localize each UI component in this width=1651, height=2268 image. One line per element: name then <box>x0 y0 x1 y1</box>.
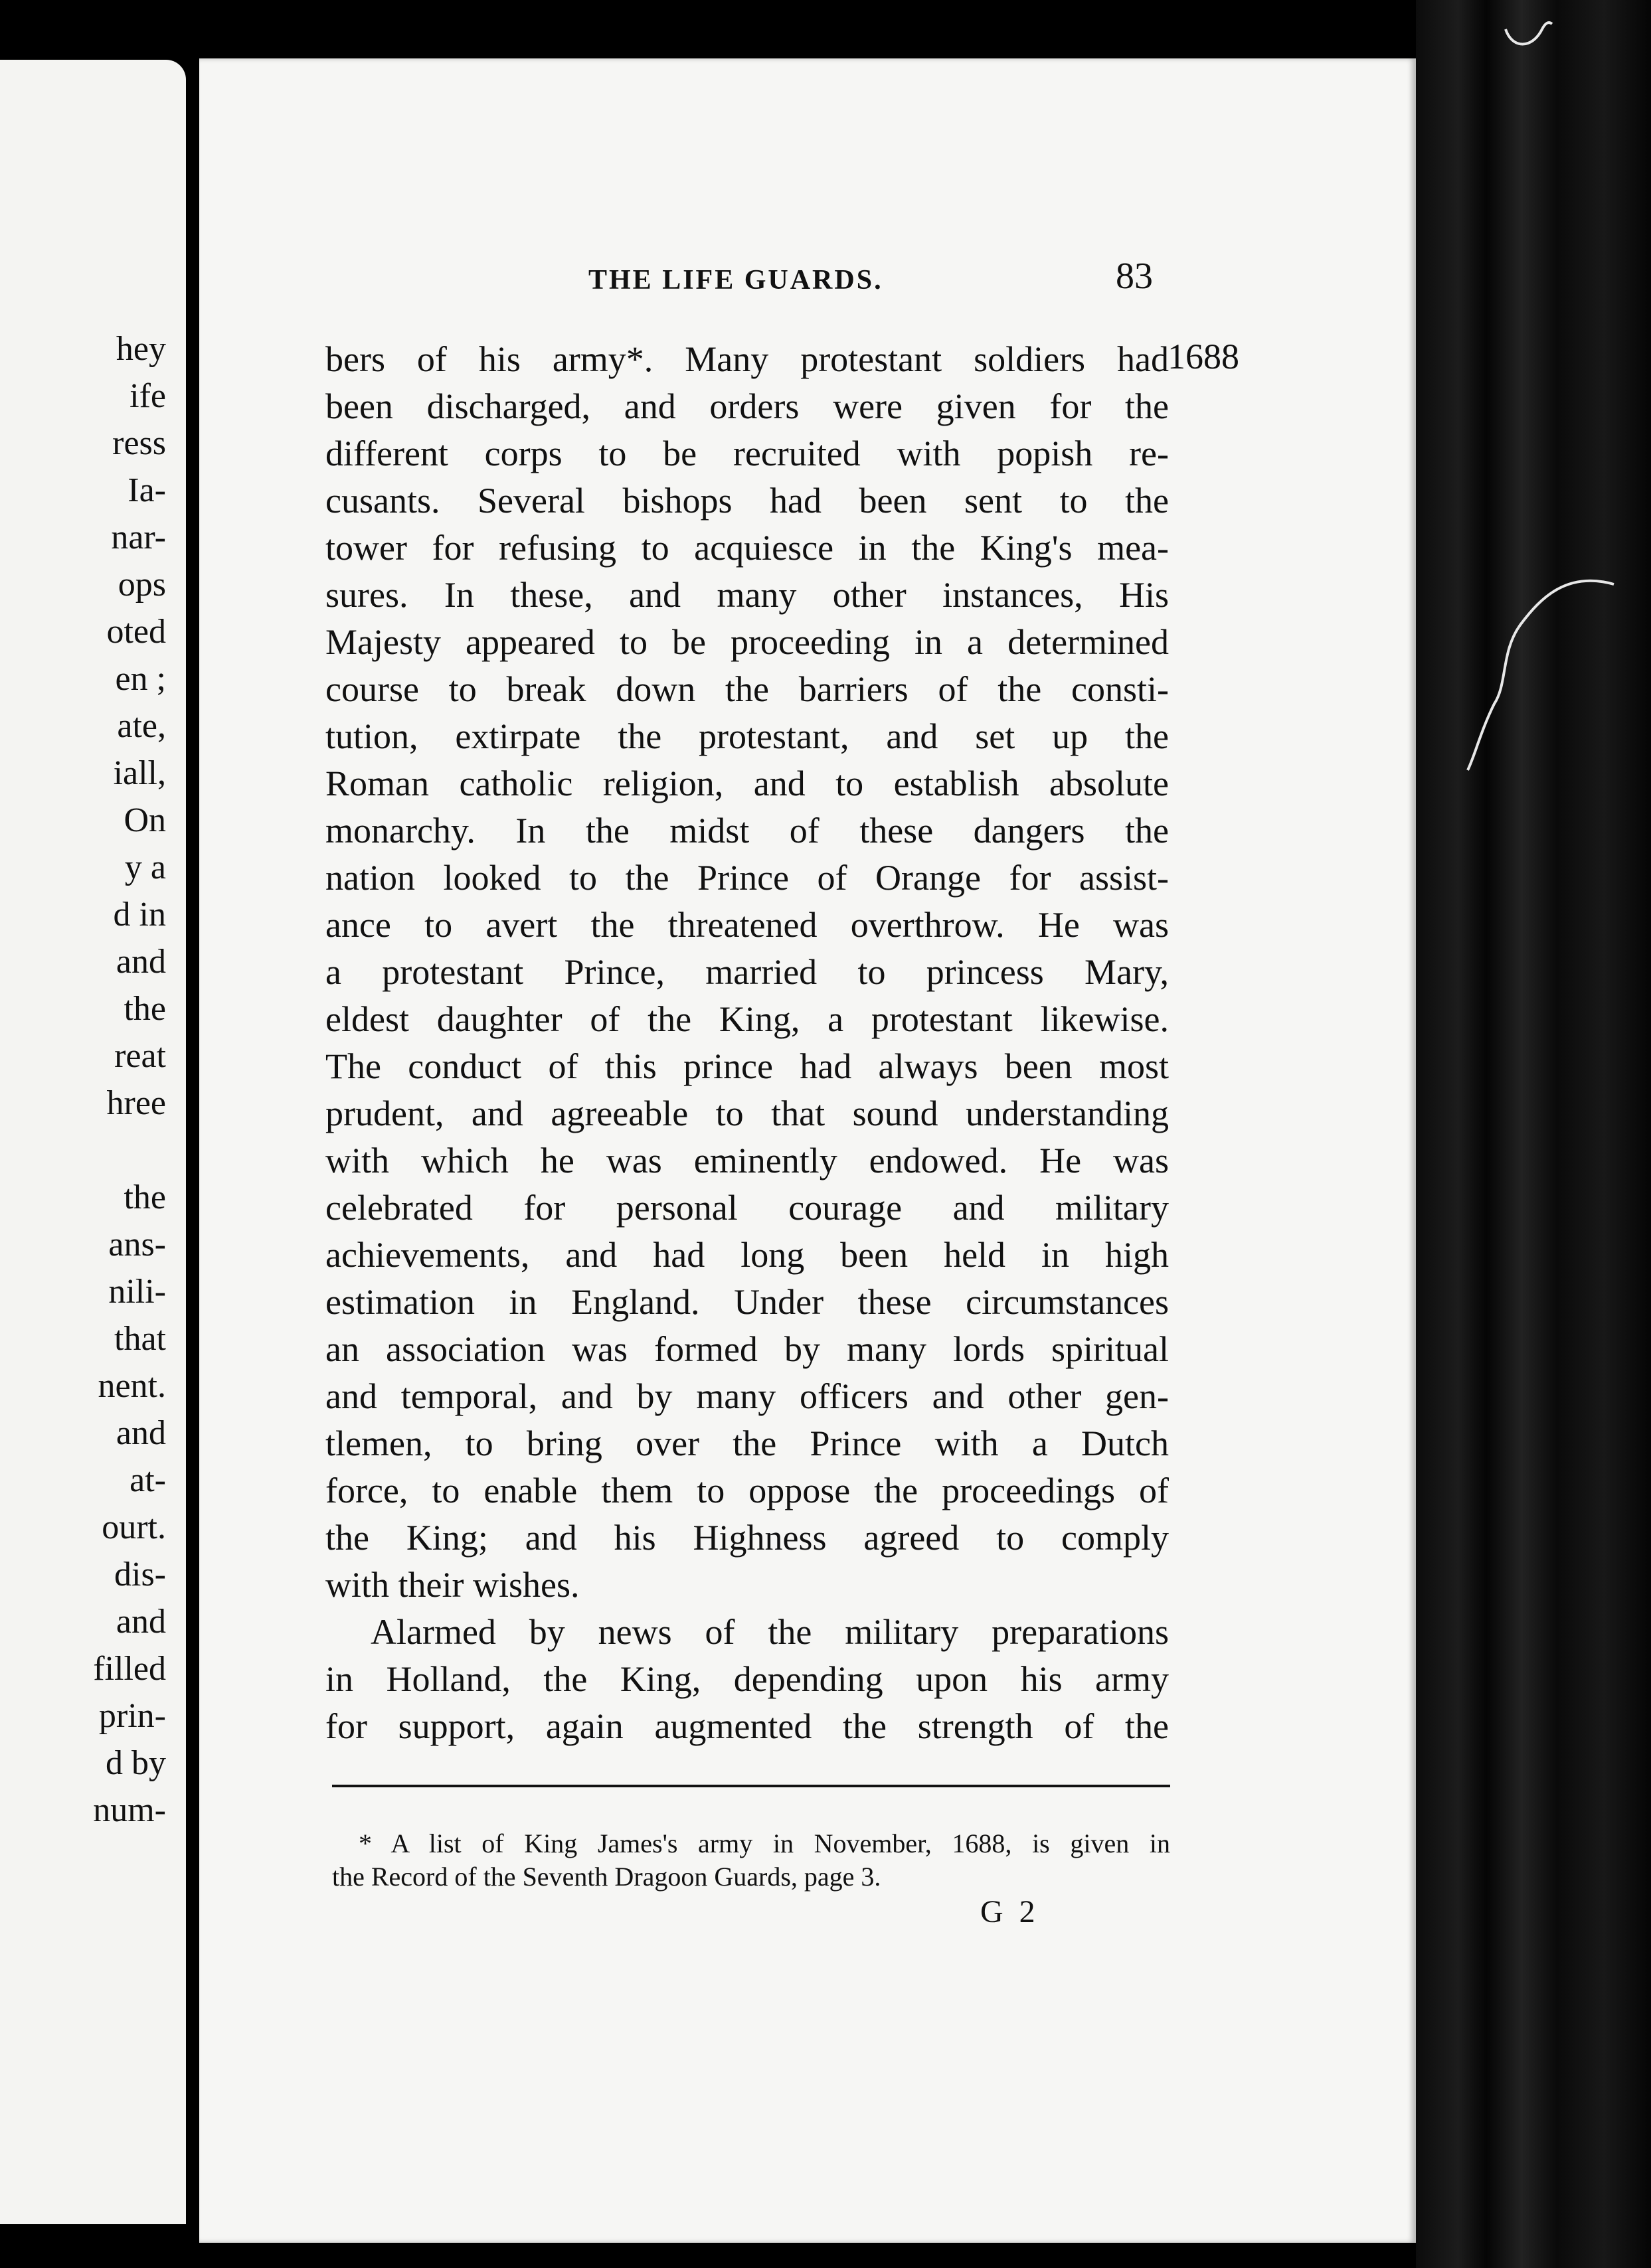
left-page-fragment: ans- <box>108 1226 166 1263</box>
body-line: a protestant Prince, married to princess Mary, <box>325 952 1169 992</box>
left-page-fragment: y a <box>124 849 166 886</box>
left-page-fragment: ourt. <box>102 1508 166 1546</box>
left-page-fragment: ate, <box>117 707 166 745</box>
footnote-rule <box>332 1785 1170 1787</box>
book-binding <box>1416 0 1651 2268</box>
left-page-fragment: en ; <box>115 660 166 698</box>
body-line: tution, extirpate the protestant, and set up the <box>325 716 1169 756</box>
footnote-line: * A list of King James's army in November, 1688, is given in <box>359 1828 1170 1858</box>
body-line: for support, again augmented the strength of the <box>325 1706 1169 1746</box>
footnote-line: the Record of the Seventh Dragoon Guards, page 3. <box>332 1862 881 1892</box>
left-page-fragment: ress <box>112 424 166 462</box>
left-page-fragment: and <box>116 1414 166 1452</box>
left-page-fragment: that <box>114 1320 166 1358</box>
corner-hook-icon <box>1502 16 1555 56</box>
body-line: monarchy. In the midst of these dangers the <box>325 811 1169 850</box>
left-page-fragment: filled <box>93 1650 166 1688</box>
body-line: with which he was eminently endowed. He was <box>325 1141 1169 1180</box>
body-line: the King; and his Highness agreed to comply <box>325 1518 1169 1558</box>
binding-squiggle-icon <box>1461 571 1620 783</box>
body-line: force, to enable them to oppose the proceedings of <box>325 1471 1169 1510</box>
body-line: Majesty appeared to be proceeding in a determined <box>325 622 1169 662</box>
left-page-fragment: the <box>124 990 166 1028</box>
body-line: eldest daughter of the King, a protestant likewise. <box>325 999 1169 1039</box>
running-head: THE LIFE GUARDS. <box>588 265 883 295</box>
body-line: Alarmed by news of the military preparations <box>371 1612 1169 1652</box>
body-line: estimation in England. Under these circumstances <box>325 1282 1169 1322</box>
body-line: celebrated for personal courage and military <box>325 1188 1169 1228</box>
signature-mark: G 2 <box>980 1894 1039 1929</box>
left-page-fragment: On <box>124 801 166 839</box>
body-line: sures. In these, and many other instances, His <box>325 575 1169 615</box>
left-page-fragment: nili- <box>108 1273 166 1311</box>
body-line: in Holland, the King, depending upon his army <box>325 1659 1169 1699</box>
body-line: prudent, and agreeable to that sound understanding <box>325 1094 1169 1133</box>
page-number: 83 <box>1116 256 1153 297</box>
body-line: different corps to be recruited with popish re- <box>325 434 1169 473</box>
body-line: and temporal, and by many officers and other gen- <box>325 1376 1169 1416</box>
body-line: bers of his army*. Many protestant soldiers had <box>325 339 1169 379</box>
body-line: tower for refusing to acquiesce in the King's mea- <box>325 528 1169 568</box>
left-page-fragment: oted <box>106 613 166 651</box>
left-page-fragment: prin- <box>98 1697 166 1735</box>
body-line: cusants. Several bishops had been sent to the <box>325 481 1169 521</box>
left-page-fragment: ife <box>130 377 166 415</box>
body-line: with their wishes. <box>325 1565 580 1605</box>
left-page-fragment: ops <box>118 566 166 604</box>
left-page-fragment: num- <box>93 1791 166 1829</box>
left-page-fragment: d in <box>113 896 166 933</box>
left-page-fragment: hree <box>106 1084 166 1122</box>
footnote <box>332 1827 1170 1894</box>
previous-page-edge <box>0 60 186 2224</box>
margin-year-note: 1688 <box>1168 337 1239 376</box>
left-page-fragment: reat <box>114 1037 166 1075</box>
body-line: course to break down the barriers of the consti- <box>325 669 1169 709</box>
left-page-fragment: nent. <box>98 1367 166 1405</box>
body-line: The conduct of this prince had always been most <box>325 1046 1169 1086</box>
left-page-fragment: nar- <box>111 519 166 556</box>
body-line: been discharged, and orders were given for the <box>325 386 1169 426</box>
left-page-fragment: d by <box>106 1744 166 1782</box>
body-line: an association was formed by many lords spiritual <box>325 1329 1169 1369</box>
body-line: achievements, and had long been held in high <box>325 1235 1169 1275</box>
left-page-fragment: iall, <box>113 754 166 792</box>
left-page-fragment: and <box>116 943 166 981</box>
body-text <box>325 336 1169 1750</box>
left-page-fragment: Ia- <box>128 471 166 509</box>
left-page-fragment: hey <box>116 330 166 368</box>
body-line: nation looked to the Prince of Orange for assist- <box>325 858 1169 898</box>
left-page-fragment: and <box>116 1603 166 1641</box>
left-page-fragment: dis- <box>114 1556 166 1593</box>
body-line: ance to avert the threatened overthrow. He was <box>325 905 1169 945</box>
body-line: tlemen, to bring over the Prince with a Dutch <box>325 1423 1169 1463</box>
body-line: Roman catholic religion, and to establish absolute <box>325 764 1169 803</box>
left-page-fragment: the <box>124 1178 166 1216</box>
left-page-fragment: at- <box>130 1461 166 1499</box>
